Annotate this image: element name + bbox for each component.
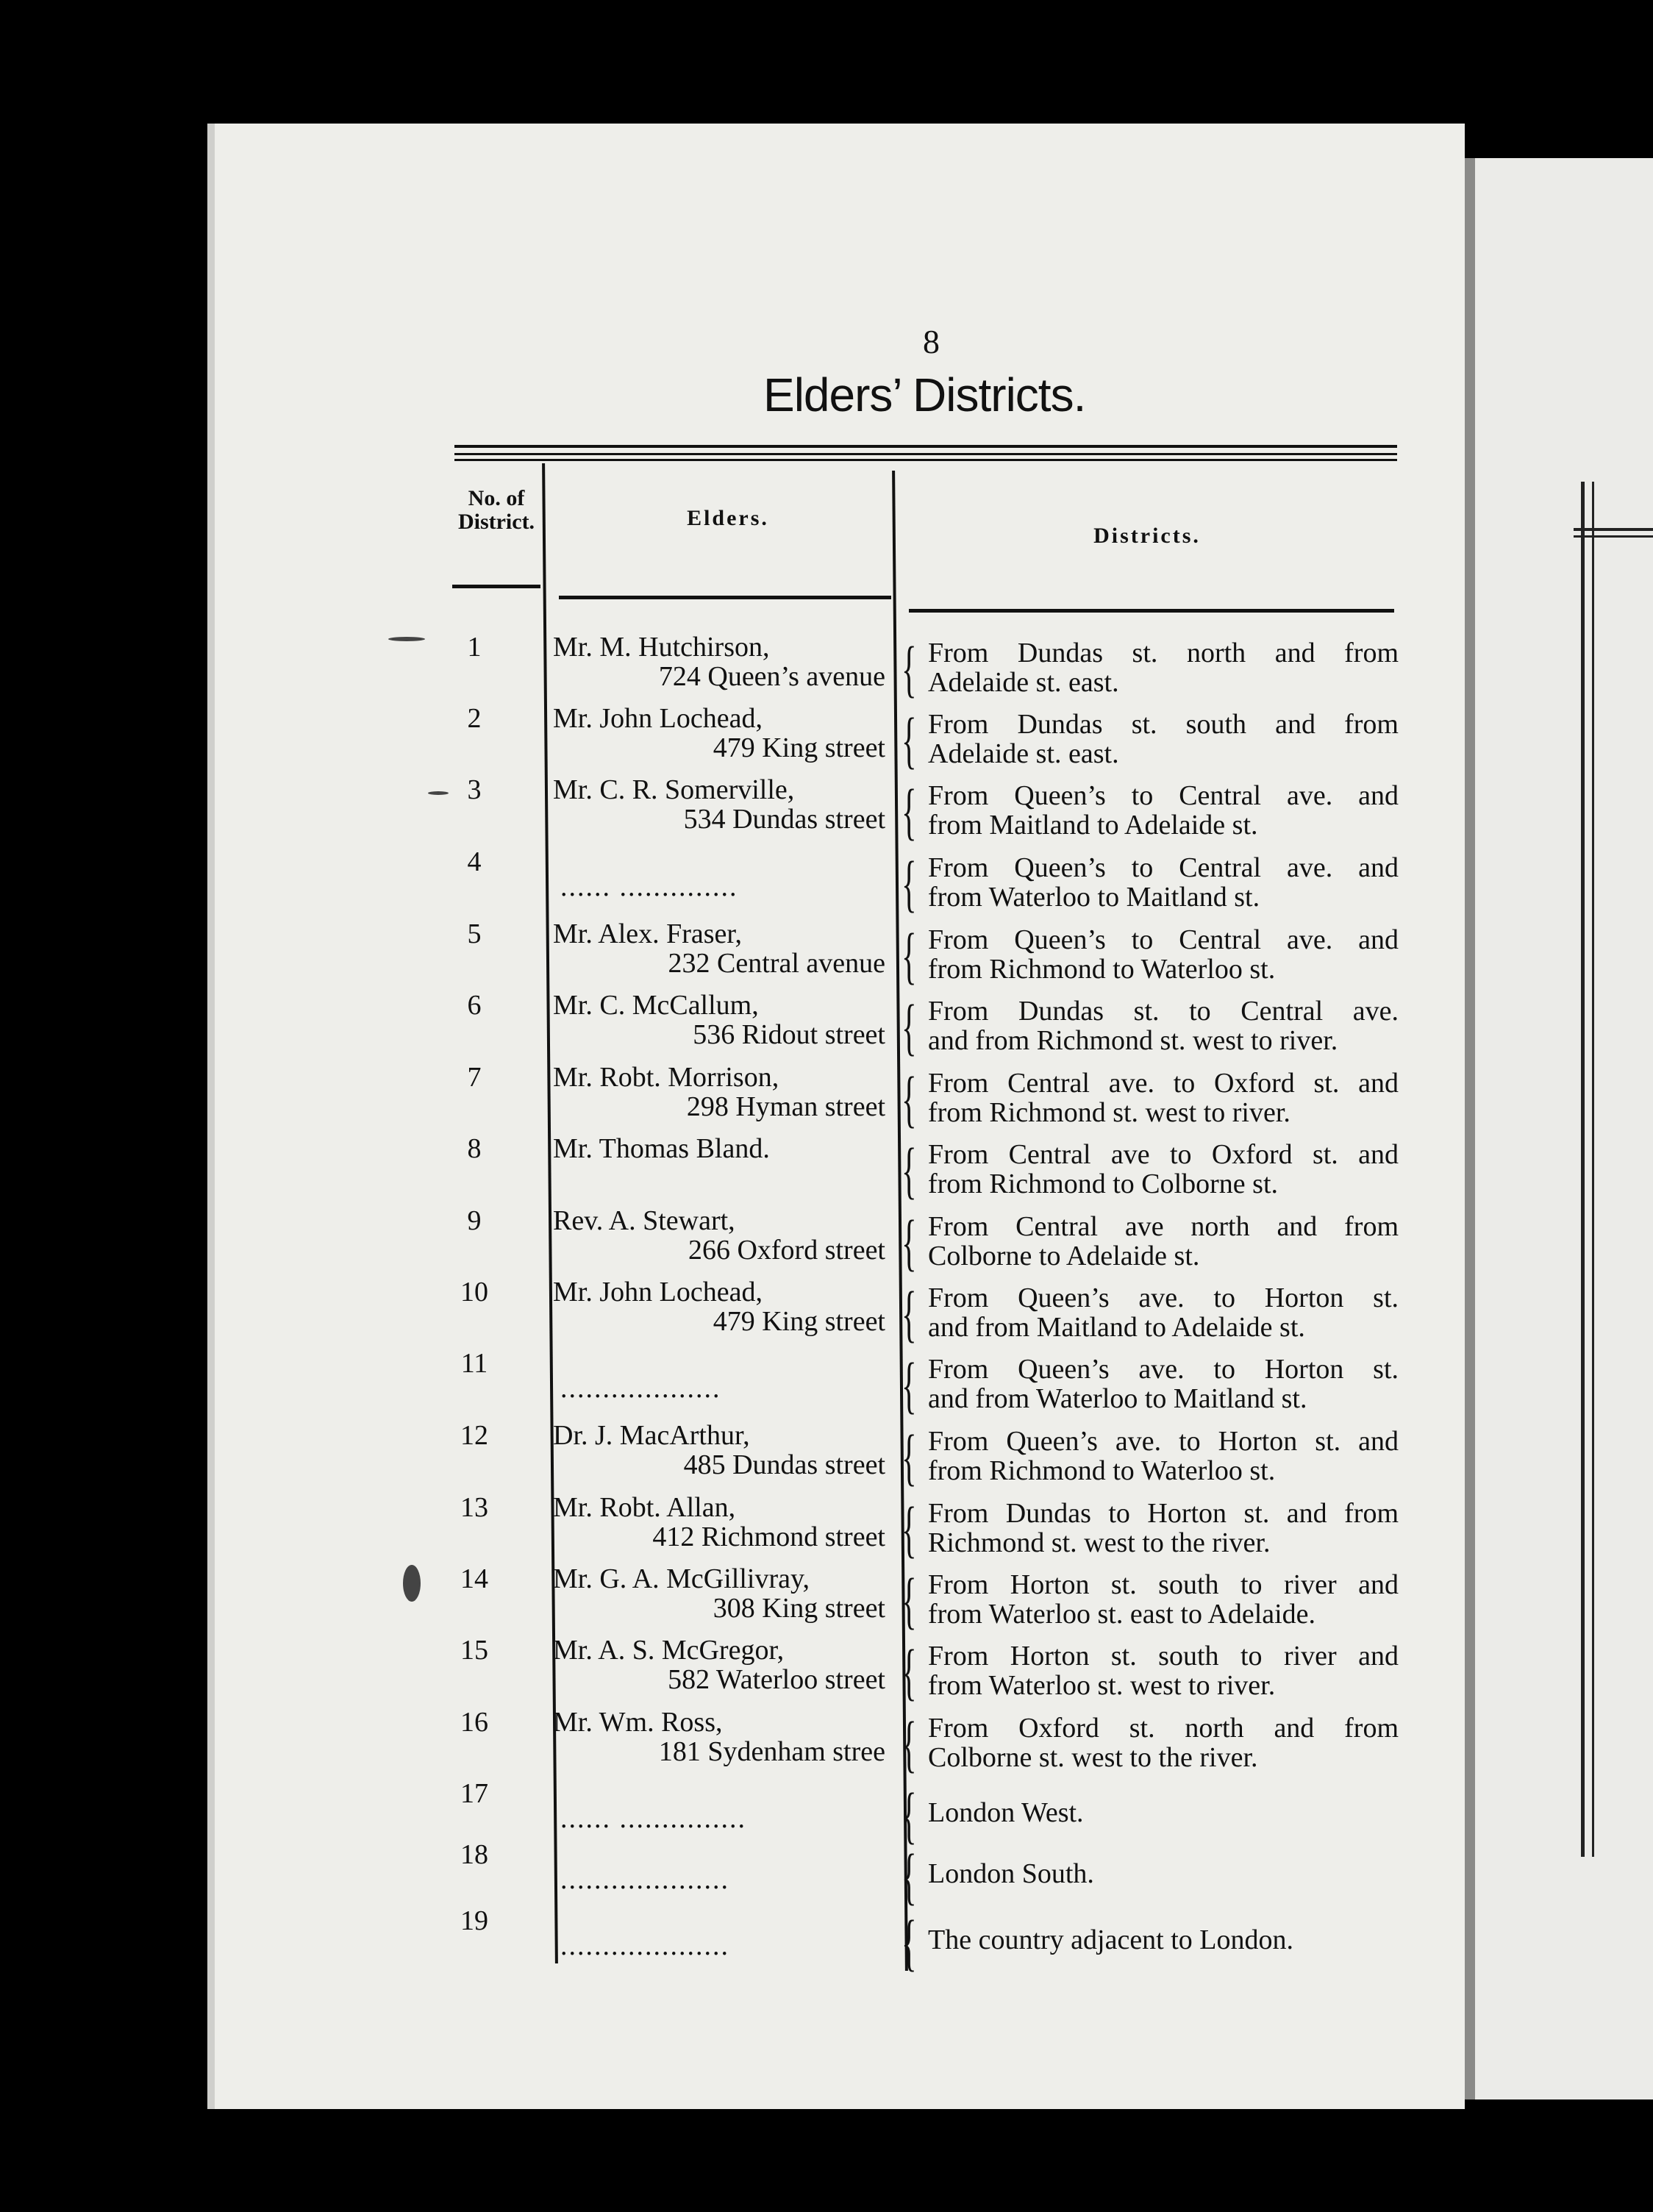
elder-name: Dr. J. MacArthur,: [553, 1420, 750, 1451]
elder-vacant-dots: ....................: [560, 1930, 729, 1961]
table-row: [0, 1838, 1653, 1912]
district-description-line-1: From Queen’s to Central ave. and: [928, 924, 1399, 955]
district-number: 17: [460, 1778, 488, 1809]
elder-name: Mr. G. A. McGillivray,: [553, 1563, 810, 1594]
table-row: [0, 918, 1653, 991]
table-row: [0, 1419, 1653, 1493]
page-title: Elders’ Districts.: [763, 368, 1086, 421]
district-description-line-2: Colborne to Adelaide st.: [928, 1241, 1200, 1271]
district-description-line-1: From Dundas st. south and from: [928, 709, 1399, 740]
header-rule: [454, 453, 1397, 455]
elder-address: 582 Waterloo street: [668, 1664, 885, 1695]
elder-name: Mr. M. Hutchirson,: [553, 632, 770, 663]
district-description-line-1: From Queen’s ave. to Horton st.: [928, 1282, 1399, 1313]
brace-mark: {: [902, 1565, 917, 1635]
district-description-line-2: Colborne st. west to the river.: [928, 1742, 1258, 1773]
header-underline: [559, 596, 891, 599]
brace-mark: {: [902, 1494, 917, 1564]
brace-mark: {: [902, 1063, 917, 1134]
right-page-rule: [1574, 528, 1653, 531]
district-description-line-1: From Dundas to Horton st. and from: [928, 1498, 1399, 1529]
table-row: [0, 846, 1653, 919]
district-description-line-1: From Central ave. to Oxford st. and: [928, 1068, 1399, 1099]
district-description-line-1: From Queen’s to Central ave. and: [928, 780, 1399, 811]
table-row: [0, 702, 1653, 776]
header-rule: [454, 459, 1397, 461]
brace-mark: {: [902, 704, 917, 775]
elder-address: 412 Richmond street: [652, 1521, 885, 1552]
district-number: 16: [460, 1707, 488, 1738]
elder-address: 724 Queen’s avenue: [658, 661, 885, 692]
elder-name: Mr. C. McCallum,: [553, 990, 759, 1021]
elder-address: 479 King street: [713, 1306, 885, 1337]
district-number: 9: [467, 1205, 482, 1236]
brace-mark: {: [902, 1278, 917, 1349]
district-description-line-2: Adelaide st. east.: [928, 738, 1119, 769]
brace-mark: {: [902, 633, 917, 704]
district-number: 6: [467, 990, 482, 1021]
brace-mark: {: [902, 1780, 917, 1850]
district-description-line-2: and from Richmond st. west to river.: [928, 1025, 1338, 1056]
brace-mark: {: [902, 991, 917, 1062]
header-underline: [452, 585, 540, 588]
district-description-line-1: From Central ave north and from: [928, 1211, 1399, 1242]
table-row: [0, 1347, 1653, 1421]
district-description: London South.: [928, 1858, 1094, 1889]
table-row: [0, 1634, 1653, 1708]
elder-vacant-dots: ...... ..............: [560, 871, 738, 902]
district-description-line-2: from Richmond st. west to river.: [928, 1097, 1290, 1128]
brace-mark: {: [902, 920, 917, 991]
district-description-line-2: from Richmond to Waterloo st.: [928, 954, 1276, 985]
elder-address: 181 Sydenham stree: [658, 1736, 885, 1767]
district-description-line-1: From Oxford st. north and from: [928, 1713, 1399, 1744]
district-description-line-2: Adelaide st. east.: [928, 667, 1119, 698]
district-description-line-2: and from Maitland to Adelaide st.: [928, 1312, 1305, 1343]
district-description-line-1: From Dundas st. north and from: [928, 638, 1399, 668]
brace-mark: {: [902, 1207, 917, 1277]
brace-mark: {: [902, 776, 917, 846]
table-row: [0, 1905, 1653, 1978]
elder-name: Mr. C. R. Somerville,: [553, 774, 795, 805]
district-number: 18: [460, 1839, 488, 1870]
district-description-line-2: from Richmond to Waterloo st.: [928, 1455, 1276, 1486]
elder-name: Mr. Thomas Bland.: [553, 1133, 770, 1164]
header-underline: [909, 609, 1394, 613]
district-number: 14: [460, 1563, 488, 1594]
district-number: 12: [460, 1420, 488, 1451]
district-description-line-2: from Waterloo st. east to Adelaide.: [928, 1599, 1316, 1630]
elder-vacant-dots: ...................: [560, 1373, 721, 1404]
elder-name: Mr. A. S. McGregor,: [553, 1635, 785, 1666]
district-description-line-1: From Central ave to Oxford st. and: [928, 1139, 1399, 1170]
district-number: 10: [460, 1277, 488, 1307]
brace-mark: {: [902, 1636, 917, 1707]
table-row: [0, 774, 1653, 847]
district-description-line-2: from Waterloo to Maitland st.: [928, 882, 1260, 913]
brace-mark: {: [902, 1708, 917, 1779]
district-description-line-2: and from Waterloo to Maitland st.: [928, 1383, 1307, 1414]
table-row: [0, 631, 1653, 704]
brace-mark: {: [902, 1421, 917, 1492]
district-description-line-1: From Horton st. south to river and: [928, 1641, 1399, 1672]
elder-name: Mr. Robt. Allan,: [553, 1492, 736, 1523]
district-number: 19: [460, 1905, 488, 1936]
district-number: 15: [460, 1635, 488, 1666]
header-elders: Elders.: [687, 506, 769, 530]
table-row: [0, 1563, 1653, 1636]
elder-vacant-dots: ...... ...............: [560, 1803, 746, 1834]
district-description-line-2: Richmond st. west to the river.: [928, 1527, 1271, 1558]
district-description-line-1: From Dundas st. to Central ave.: [928, 996, 1399, 1027]
district-number: 4: [467, 846, 482, 877]
header-districts: Districts.: [1093, 524, 1201, 548]
table-row: [0, 1132, 1653, 1206]
elder-name: Mr. John Lochead,: [553, 1277, 763, 1307]
district-description-line-2: from Waterloo st. west to river.: [928, 1670, 1276, 1701]
elder-address: 308 King street: [713, 1593, 885, 1624]
district-number: 8: [467, 1133, 482, 1164]
district-description-line-1: From Queen’s ave. to Horton st. and: [928, 1426, 1399, 1457]
district-description-line-2: from Richmond to Colborne st.: [928, 1169, 1279, 1199]
brace-mark: {: [902, 1349, 917, 1420]
elder-name: Mr. Robt. Morrison,: [553, 1062, 779, 1093]
elder-address: 266 Oxford street: [688, 1235, 885, 1266]
district-description: The country adjacent to London.: [928, 1924, 1294, 1955]
elder-name: Mr. Wm. Ross,: [553, 1707, 723, 1738]
brace-mark: {: [902, 1841, 917, 1911]
elder-address: 298 Hyman street: [686, 1091, 885, 1122]
elder-address: 534 Dundas street: [683, 804, 885, 835]
elder-name: Mr. Alex. Fraser,: [553, 918, 743, 949]
district-description: London West.: [928, 1797, 1084, 1828]
district-number: 7: [467, 1062, 482, 1093]
elder-vacant-dots: ....................: [560, 1864, 729, 1895]
district-number: 5: [467, 918, 482, 949]
district-number: 13: [460, 1492, 488, 1523]
table-row: [0, 1061, 1653, 1135]
right-page-rule: [1574, 535, 1653, 538]
elder-address: 232 Central avenue: [668, 948, 885, 979]
brace-mark: {: [902, 1907, 917, 1977]
elder-address: 485 Dundas street: [683, 1449, 885, 1480]
header-district-no: No. of District.: [457, 486, 535, 534]
district-number: 11: [460, 1348, 488, 1379]
district-description-line-1: From Horton st. south to river and: [928, 1569, 1399, 1600]
district-number: 3: [467, 774, 482, 805]
district-number: 2: [467, 703, 482, 734]
table-row: [0, 989, 1653, 1063]
brace-mark: {: [902, 1135, 917, 1205]
table-row: [0, 1491, 1653, 1565]
header-rule: [454, 445, 1397, 448]
district-description-line-1: From Queen’s to Central ave. and: [928, 852, 1399, 883]
district-description-line-2: from Maitland to Adelaide st.: [928, 810, 1258, 841]
table-row: [0, 1706, 1653, 1780]
page-number: 8: [923, 323, 940, 360]
elder-address: 479 King street: [713, 732, 885, 763]
district-number: 1: [467, 632, 482, 663]
table-row: [0, 1276, 1653, 1349]
elder-name: Rev. A. Stewart,: [553, 1205, 735, 1236]
elder-name: Mr. John Lochead,: [553, 703, 763, 734]
elder-address: 536 Ridout street: [693, 1019, 885, 1050]
brace-mark: {: [902, 848, 917, 918]
district-description-line-1: From Queen’s ave. to Horton st.: [928, 1354, 1399, 1385]
table-row: [0, 1205, 1653, 1278]
